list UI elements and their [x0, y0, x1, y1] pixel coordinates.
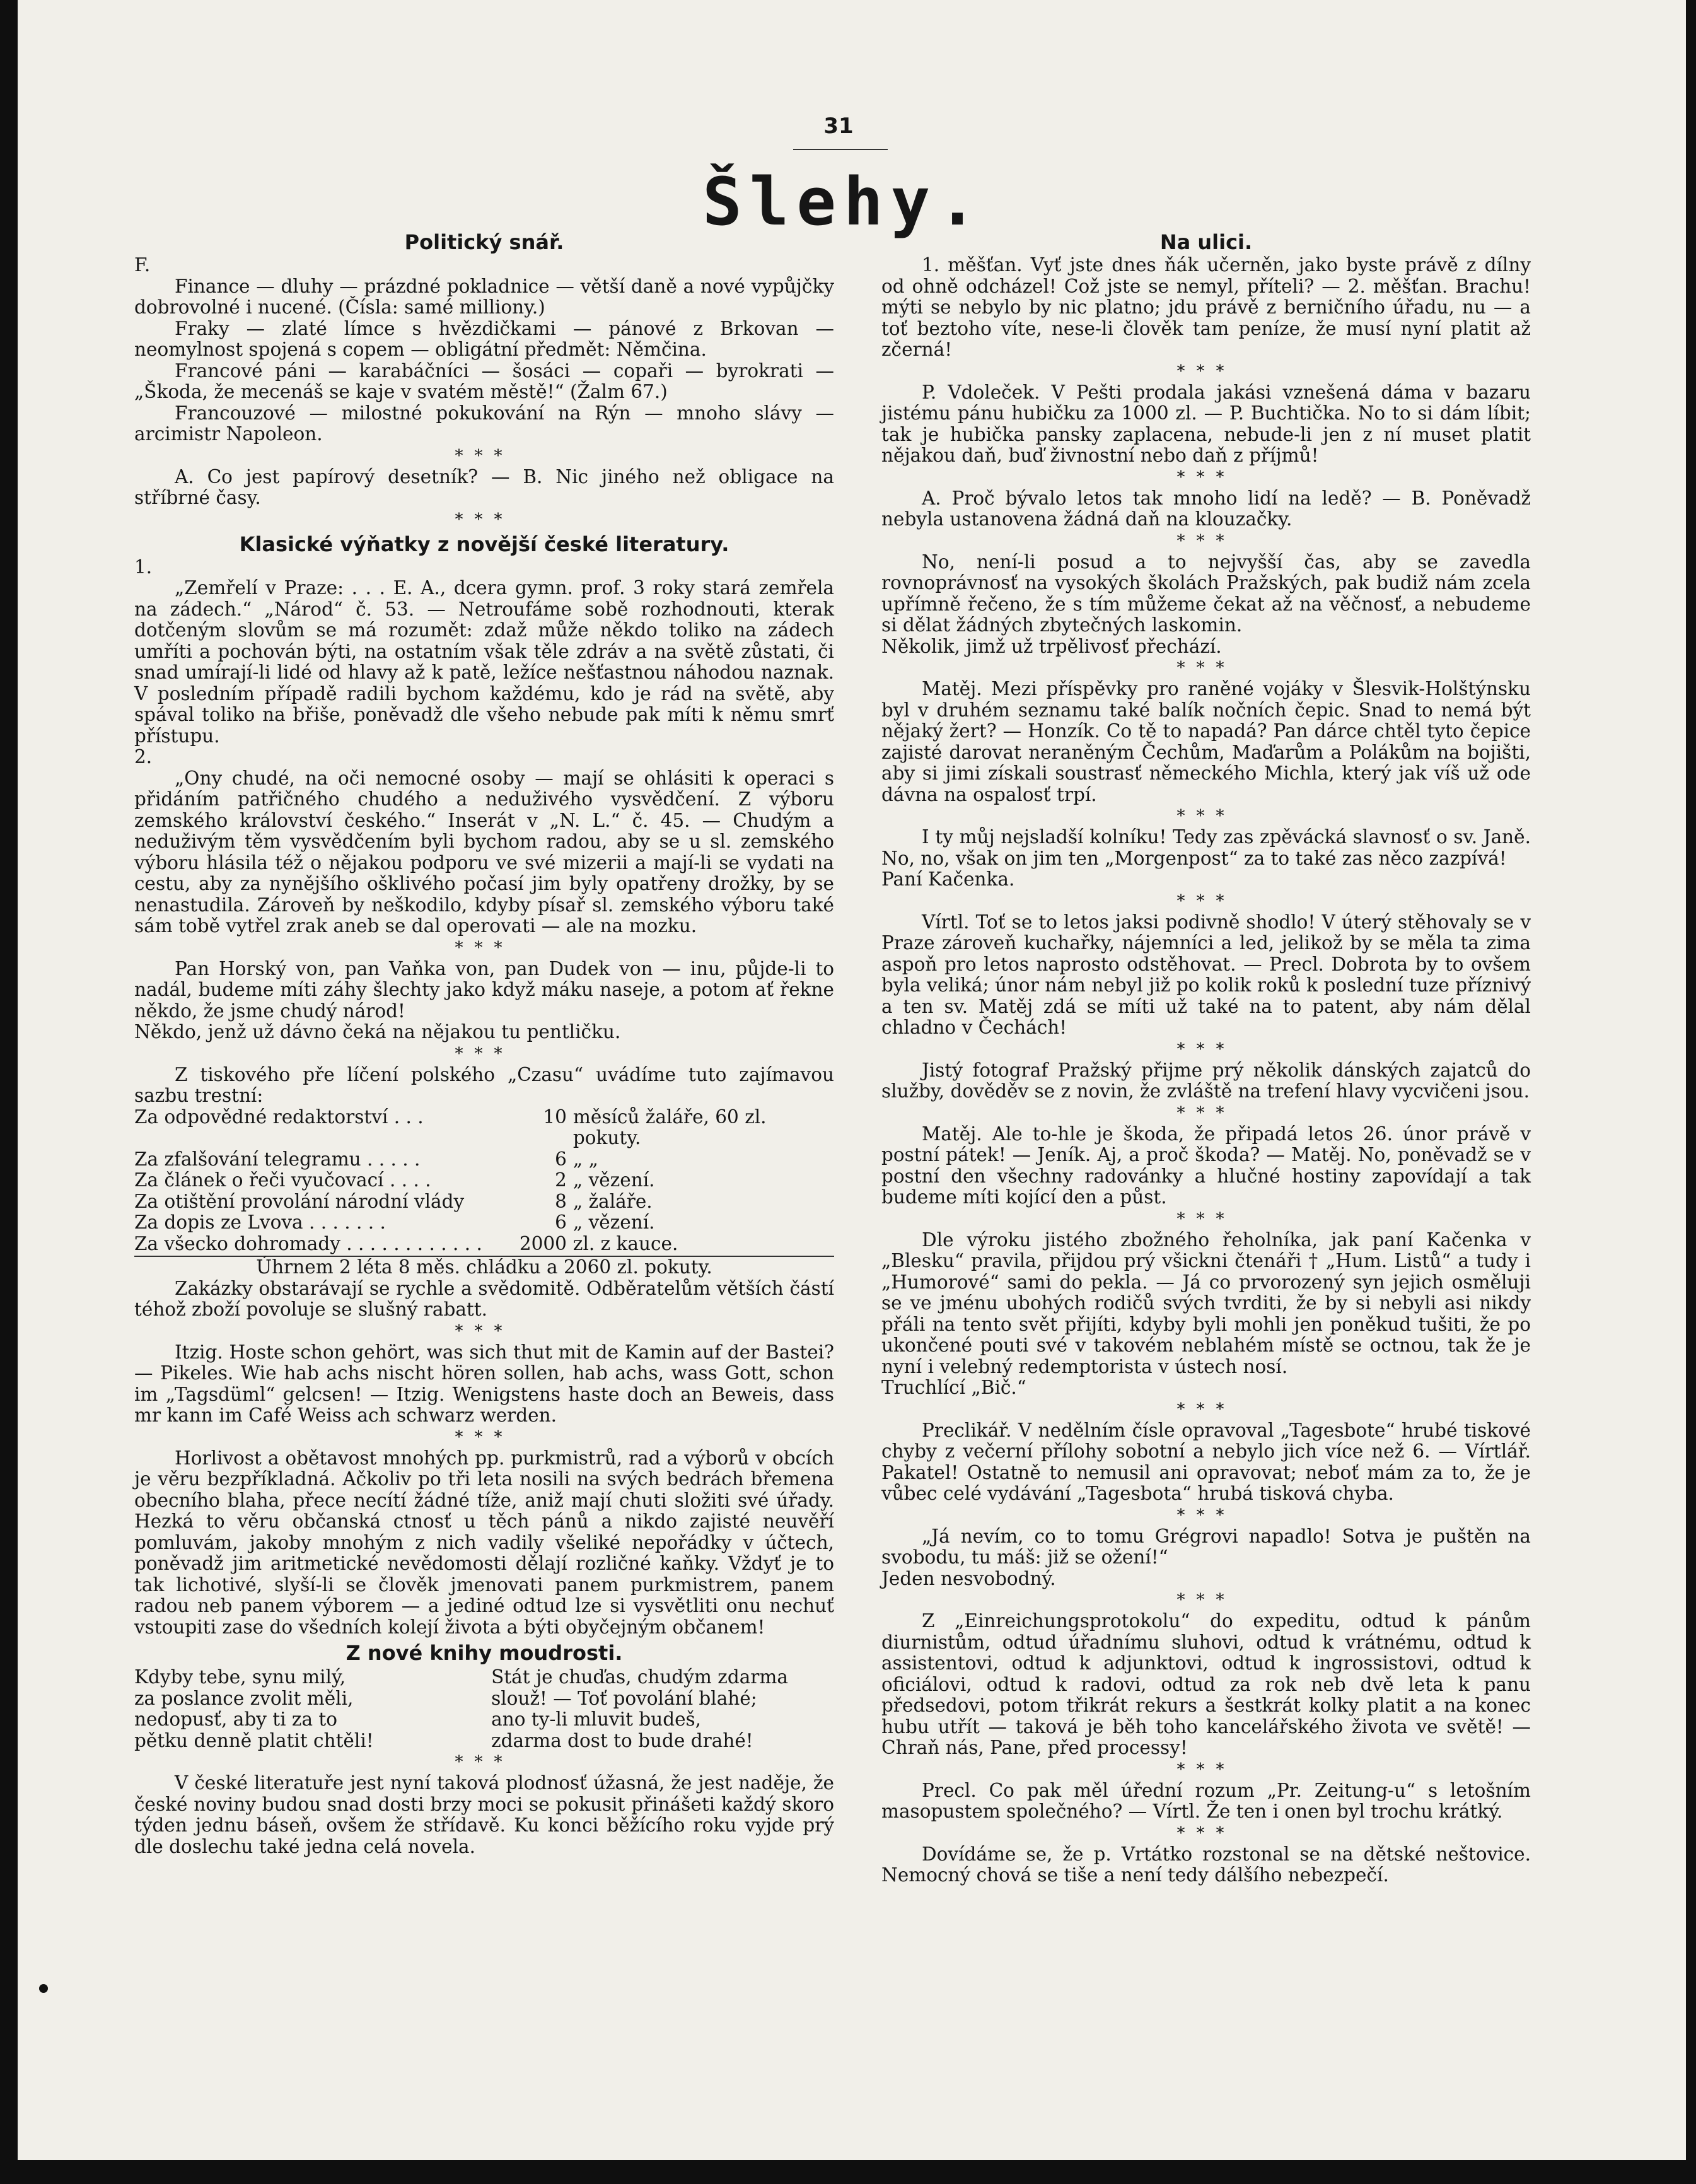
street-title: Na ulici.: [1159, 230, 1253, 254]
separator-asterisks: ***: [455, 510, 514, 529]
poem-line: Stát je chuďas, chudým zdarma: [491, 1666, 788, 1688]
separator-asterisks: ***: [1176, 891, 1236, 911]
masthead: Šlehy.: [702, 163, 985, 240]
separator-asterisks: ***: [1176, 1760, 1236, 1779]
poem-line: nedopusť, aby ti za to: [134, 1708, 338, 1730]
penalty-table: [134, 1107, 834, 1255]
excerpt-number: 2.: [134, 746, 153, 768]
czas-intro: Z tiskového pře líčení polského „Czasu“ uvádíme tuto zajímavou sazbu trestní:: [134, 1063, 834, 1106]
wisdom-title: Z nové knihy moudrosti.: [346, 1641, 623, 1665]
separator-asterisks: ***: [455, 1321, 514, 1341]
penalty-amount: 2: [555, 1169, 567, 1191]
tagesbote-dialog: Preclikář. V nedělním čísle opravoval „Tagesbote“ hrubé tiskové chyby z večerní přílohy sobotní a nebylo jich více než 6. — Vírtlář. Pakatel! Ostatně to nemusil ani opravovat; neboť mám za to, že je vůbec celé vydávání „Tagesbota“ hrubá tisková chyba.: [881, 1419, 1531, 1504]
dream-book-letter: F.: [134, 254, 151, 276]
excerpt-paragraph: „Zemřelí v Praze: . . . E. A., dcera gymn. prof. 3 roky stará zemřela na zádech.“ „Národ“ č. 53. — Netroufáme sobě rozhodnouti, kterak dotčeným slovům se má rozumět: zdaž může někdo toliko na zádech umříti a pochován býti, na ostatním však těle zdráv a na světě zůstati, či snad umírají-li lidé od hlavy až k patě, ležíce nešťastnou náhodou naznak. V posledním případě radili bychom každému, kdo je rád na světě, aby spával toliko na břiše, poněvadž dle všeho nebude pak míti k němu smrť přístupu.: [134, 577, 834, 747]
gregr-signature: Jeden nesvobodný.: [881, 1567, 1056, 1589]
dream-entry: Fraky — zlaté límce s hvězdičkami — pánové z Brkovan — neomylnost spojená s copem — obligátní předmět: Němčina.: [134, 317, 834, 360]
penalty-row: [134, 1170, 834, 1191]
poem-line: zdarma dost to bude drahé!: [491, 1729, 753, 1751]
penalty-label: Za dopis ze Lvova . . . . . . .: [134, 1212, 386, 1233]
poem-line: Kdyby tebe, synu milý,: [134, 1666, 346, 1688]
penalty-row: [134, 1149, 834, 1171]
separator-asterisks: ***: [1176, 1103, 1236, 1123]
separator-asterisks: ***: [1176, 807, 1236, 826]
penalty-total: Úhrnem 2 léta 8 měs. chládku a 2060 zl. pokuty.: [134, 1256, 834, 1278]
gregr-paragraph: „Já nevím, co to tomu Grégrovi napadlo! Sotva je puštěn na svobodu, tu máš: již se ožení!“: [881, 1525, 1531, 1568]
penalty-amount: 6: [555, 1148, 567, 1170]
vdolecek-dialog: P. Vdoleček. V Pešti prodala jakási vznešená dáma v bazaru jistému pánu hubičku za 1000 zl. — P. Buchtička. No to si dám líbit; tak je hubička pansky zaplacena, nebude-li jen z ní muset platit nějakou daň, buď živnostní nebo daň z příjmů!: [881, 381, 1531, 466]
penalty-label: Za článek o řeči vyučovací . . . .: [134, 1169, 431, 1191]
mayors-paragraph: Horlivost a obětavost mnohých pp. purkmistrů, rad a výborů v obcích je věru bezpříkladná. Ačkoliv po tři leta nosili na svých bedrách břemena obecního blaha, přece necítí žádné tíže, aniž mají chuti složiti své úřady. Hezká to věru občanská ctnosť u těch pánů a nikdo zajisté neuvěří pomluvám, jakoby mnohým z nich vadily všeliké nepořádky v účtech, poněvadž jim aritmetické nevědomosti dělají rozličné kaňky. Vždyť je to tak lichotivé, slyší-li se člověk jmenovati panem purkmistrem, panem radou neb panem výborem — a jediné odtud lze si vysvětliti onu nechuť vstoupiti zase do všedních kolejí života a býti obyčejným občanem!: [134, 1447, 834, 1638]
photographer-paragraph: Jistý fotograf Pražský přijme prý několik dánských zajatců do služby, dověděv se z novin, že zvláště na trefení hlavy vycvičeni jsou.: [881, 1059, 1531, 1102]
penalty-row: [134, 1212, 834, 1234]
penalty-label: Za otištění provolání národní vlády: [134, 1190, 465, 1212]
nobility-signature: Někdo, jenž už dávno čeká na nějakou tu pentličku.: [134, 1021, 621, 1042]
penalty-amount: 6: [555, 1212, 567, 1233]
vrtatko-paragraph: Dovídáme se, že p. Vrtátko rozstonal se na dětské neštovice. Nemocný chová se tiše a není tedy dálšího nebezpečí.: [881, 1843, 1531, 1886]
penalty-unit: „ „: [572, 1148, 598, 1170]
page-number: 31: [823, 114, 854, 139]
singers-paragraph: I ty můj nejsladší kolníku! Tedy zas zpěvácká slavnosť o sv. Janě. No, no, však on jim ten „Morgenpost“ za to také zas něco zazpívá!: [881, 826, 1531, 869]
poem-stanza-right: [491, 1667, 834, 1751]
dialog-paragraph: A. Co jest papírový desetník? — B. Nic jiného než obligace na stříbrné časy.: [134, 465, 834, 508]
classic-excerpts-title: Klasické výňatky z novější české literatury.: [239, 532, 729, 556]
penalty-amount: 8: [555, 1190, 567, 1212]
penalty-amount: 10: [543, 1106, 567, 1128]
poem-line: slouž! — Toť povolání blahé;: [491, 1687, 757, 1709]
poem-stanza-left: [134, 1667, 477, 1751]
penalty-unit: „ vězení.: [572, 1169, 655, 1191]
excerpt-paragraph: „Ony chudé, na oči nemocné osoby — mají se ohlásiti k operaci s přidáním patřičného chudého a neduživého vysvědčení. Z výboru zemského království českého.“ Inserát v „N. L.“ č. 45. — Chudým a neduživým těm vysvědčením byli bychom radou, aby se u sl. zemského výboru hlásila též o nějakou podporu ve své mizerii a mají-li se vydati na cestu, aby za nynějšího ošklivého počasí jim byly opatřeny drožky, by se nenastudila. Zároveň by neškodilo, kdyby písař sl. zemského výboru také sám tobě vytřel zrak aneb se dal operovati — ale na mozku.: [134, 767, 834, 937]
separator-asterisks: ***: [1176, 1209, 1236, 1229]
page-number-rule: [793, 149, 888, 150]
penalty-unit: měsíců žaláře, 60 zl. pokuty.: [572, 1106, 767, 1148]
dream-entry: Francouzové — milostné pokukování na Rýn — mnoho slávy — arcimistr Napoleon.: [134, 402, 834, 445]
moving-day-dialog: Vírtl. Toť se to letos jaksi podivně shodlo! V úterý stěhovaly se v Praze zároveň kuchařky, nájemníci a led, jelikož by se měla ta zima aspoň pro letos naprosto odstěhovat. — Precl. Dobrota by to ovšem byla veliká; únor nám nebyl již po kolik roků k poslední tuze příznivý a ten sv. Matěj zdá se míti už také na to patent, aby nám dělal chladno v Čechách!: [881, 911, 1531, 1038]
poem-line: ano ty-li mluvit budeš,: [491, 1708, 702, 1730]
nightcaps-dialog: Matěj. Mezi příspěvky pro raněné vojáky v Šlesvik-Holštýnsku byl v druhém seznamu také balík nočních čepic. Snad to nemá být nějaký žert? — Honzík. Co tě to napadá? Pan dárce chtěl tyto čepice zajisté darovat neraněným Čechům, Maďarům a Polákům na bojišti, aby si jimi získali soustrasť německého Michla, který jak víš už ode dávna na ospalosť trpí.: [881, 678, 1531, 805]
penalty-unit: „ žaláře.: [572, 1190, 653, 1212]
penalty-label: Za zfalšování telegramu . . . . .: [134, 1148, 421, 1170]
literature-paragraph: V české literatuře jest nyní taková plodnosť úžasná, že jest naděje, že české noviny budou snad dosti brzy moci se pokusit přinášeti každý skoro týden jednu báseň, ovšem že střídavě. Ku konci běžícího roku vyjde prý dle doslechu také jedna celá novela.: [134, 1772, 834, 1857]
right-column: [881, 227, 1531, 1886]
penalty-label: Za odpovědné redaktorství . . .: [134, 1106, 424, 1128]
blesk-paragraph: Dle výroku jistého zbožného řeholníka, jak paní Kačenka v „Blesku“ pravila, přijdou prý všickni čtenáři † „Hum. Listů“ a tudy i „Humorové“ sami do pekla. — Já co prvorozený syn jejich osměluji se ve jménu ubohých rodičů svých tvrditi, že by si nebyli asi nikdy přáli na tento svět přijíti, kdyby byli mohli jen poněkud tušiti, že po ukončené pouti své v takovém neblahém místě se octnou, tak že je nyní i velebný redemptorista v ústech nosí.: [881, 1229, 1531, 1377]
czas-after: Zakázky obstarávají se rychle a svědomitě. Odběratelům větších částí téhož zboží povoluje se slušný rabatt.: [134, 1277, 834, 1320]
carnival-dialog: Precl. Co pak měl úřední rozum „Pr. Zeitung-u“ s letošním masopustem společného? — Vírtl. Že ten i onen byl trochu krátký.: [881, 1779, 1531, 1822]
street-dialog: 1. měšťan. Vyť jste dnes ňák učerněn, jako byste právě z dílny od ohně odcházel! Což jste se nemyl, příteli? — 2. měšťan. Brachu! mýti se nebylo by nic platno; jdu právě z berničního úřadu, nu — a toť beztoho víte, nese-li člověk tam peníze, že musí nyní platit až zčerná!: [881, 254, 1531, 360]
separator-asterisks: ***: [455, 1753, 514, 1772]
margin-dot: [39, 1984, 48, 1993]
dream-book-title: Politický snář.: [404, 230, 564, 254]
separator-asterisks: ***: [455, 1044, 514, 1063]
penalty-unit: „ vězení.: [572, 1212, 655, 1233]
separator-asterisks: ***: [1176, 1823, 1236, 1843]
singers-signature: Paní Kačenka.: [881, 868, 1015, 890]
wisdom-poem: [134, 1667, 834, 1751]
ice-dialog: A. Proč bývalo letos tak mnoho lidí na ledě? — B. Poněvadž nebyla ustanovena žádná daň na klouzačky.: [881, 487, 1531, 530]
separator-asterisks: ***: [1176, 1039, 1236, 1059]
separator-asterisks: ***: [1176, 1505, 1236, 1525]
separator-asterisks: ***: [1176, 467, 1236, 487]
separator-asterisks: ***: [1176, 531, 1236, 551]
penalty-label: Za všecko dohromady . . . . . . . . . . . .: [134, 1232, 482, 1254]
separator-asterisks: ***: [455, 446, 514, 465]
left-column: [134, 227, 834, 1857]
penalty-row: [134, 1107, 834, 1149]
separator-asterisks: ***: [455, 1427, 514, 1447]
separator-asterisks: ***: [1176, 361, 1236, 381]
excerpt-number: 1.: [134, 556, 153, 578]
blesk-signature: Truchlící „Bič.“: [881, 1377, 1026, 1398]
nobility-paragraph: Pan Horský von, pan Vaňka von, pan Dudek von — inu, půjde-li to nadál, budeme míti záhy šlechty jako když máku naseje, a potom ať řekne někdo, že jsme chudý národ!: [134, 957, 834, 1022]
penalty-row: [134, 1191, 834, 1213]
separator-asterisks: ***: [1176, 1591, 1236, 1609]
penalty-row: [134, 1234, 834, 1255]
lent-dialog: Matěj. Ale to-hle je škoda, že připadá letos 26. únor právě v postní pátek! — Jeník. Aj, a proč škoda? — Matěj. No, poněvadž se v postní den všechny radovánky a hlučné hostiny zapovídají a tak budeme míti kojící den a půst.: [881, 1123, 1531, 1208]
separator-asterisks: ***: [455, 938, 514, 957]
dream-entry: Francové páni — karabáčníci — šosáci — copaři — byrokrati — „Škoda, že mecenáš se kaje v svatém městě!“ (Žalm 67.): [134, 359, 834, 402]
protocol-paragraph: Z „Einreichungsprotokolu“ do expeditu, odtud k pánům diurnistům, odtud úřadnímu sluhovi, odtud k vrátnému, odtud k assistentovi, odtud k adjunktovi, odtud k ingrossistovi, odtud k oficiálovi, odtud k radovi, odtud za rok neb dvě leta k panu předsedovi, potom třikrát rekurs a šestkrát kolky platit a na konec hubu utřít — taková je běh toho kancelářského života ve světě! — Chraň nás, Pane, před processy!: [881, 1610, 1531, 1758]
poem-line: pětku denně platit chtěli!: [134, 1729, 374, 1751]
dream-entry: Finance — dluhy — prázdné pokladnice — větší daně a nové vypůjčky dobrovolné i nucené. (Čísla: samé milliony.): [134, 275, 834, 318]
penalty-amount: 2000: [519, 1232, 567, 1254]
universities-paragraph: No, není-li posud a to nejvyšší čas, aby se zavedla rovnoprávnosť na vysokých školách Pražských, pak budiž nám zcela upřímně řečeno, že s tím můžeme čekat až na věčnosť, a nebudeme si dělat žádných zbytečných laskomin.: [881, 551, 1531, 636]
universities-signature: Několik, jimž už trpělivosť přechází.: [881, 635, 1222, 657]
separator-asterisks: ***: [1176, 658, 1236, 677]
poem-line: za poslance zvolit měli,: [134, 1687, 354, 1709]
separator-asterisks: ***: [1176, 1399, 1236, 1419]
penalty-unit: zl. z kauce.: [572, 1232, 678, 1254]
itzig-dialog: Itzig. Hoste schon gehört, was sich thut mit de Kamin auf der Bastei? — Pikeles. Wie hab achs nischt hören sollen, hab achs, wass Gott, schon im „Tagsdüml“ gelcsen! — Itzig. Wenigstens haste doch an Beweis, dass mr kann im Café Weiss ach schwarz werden.: [134, 1341, 834, 1426]
